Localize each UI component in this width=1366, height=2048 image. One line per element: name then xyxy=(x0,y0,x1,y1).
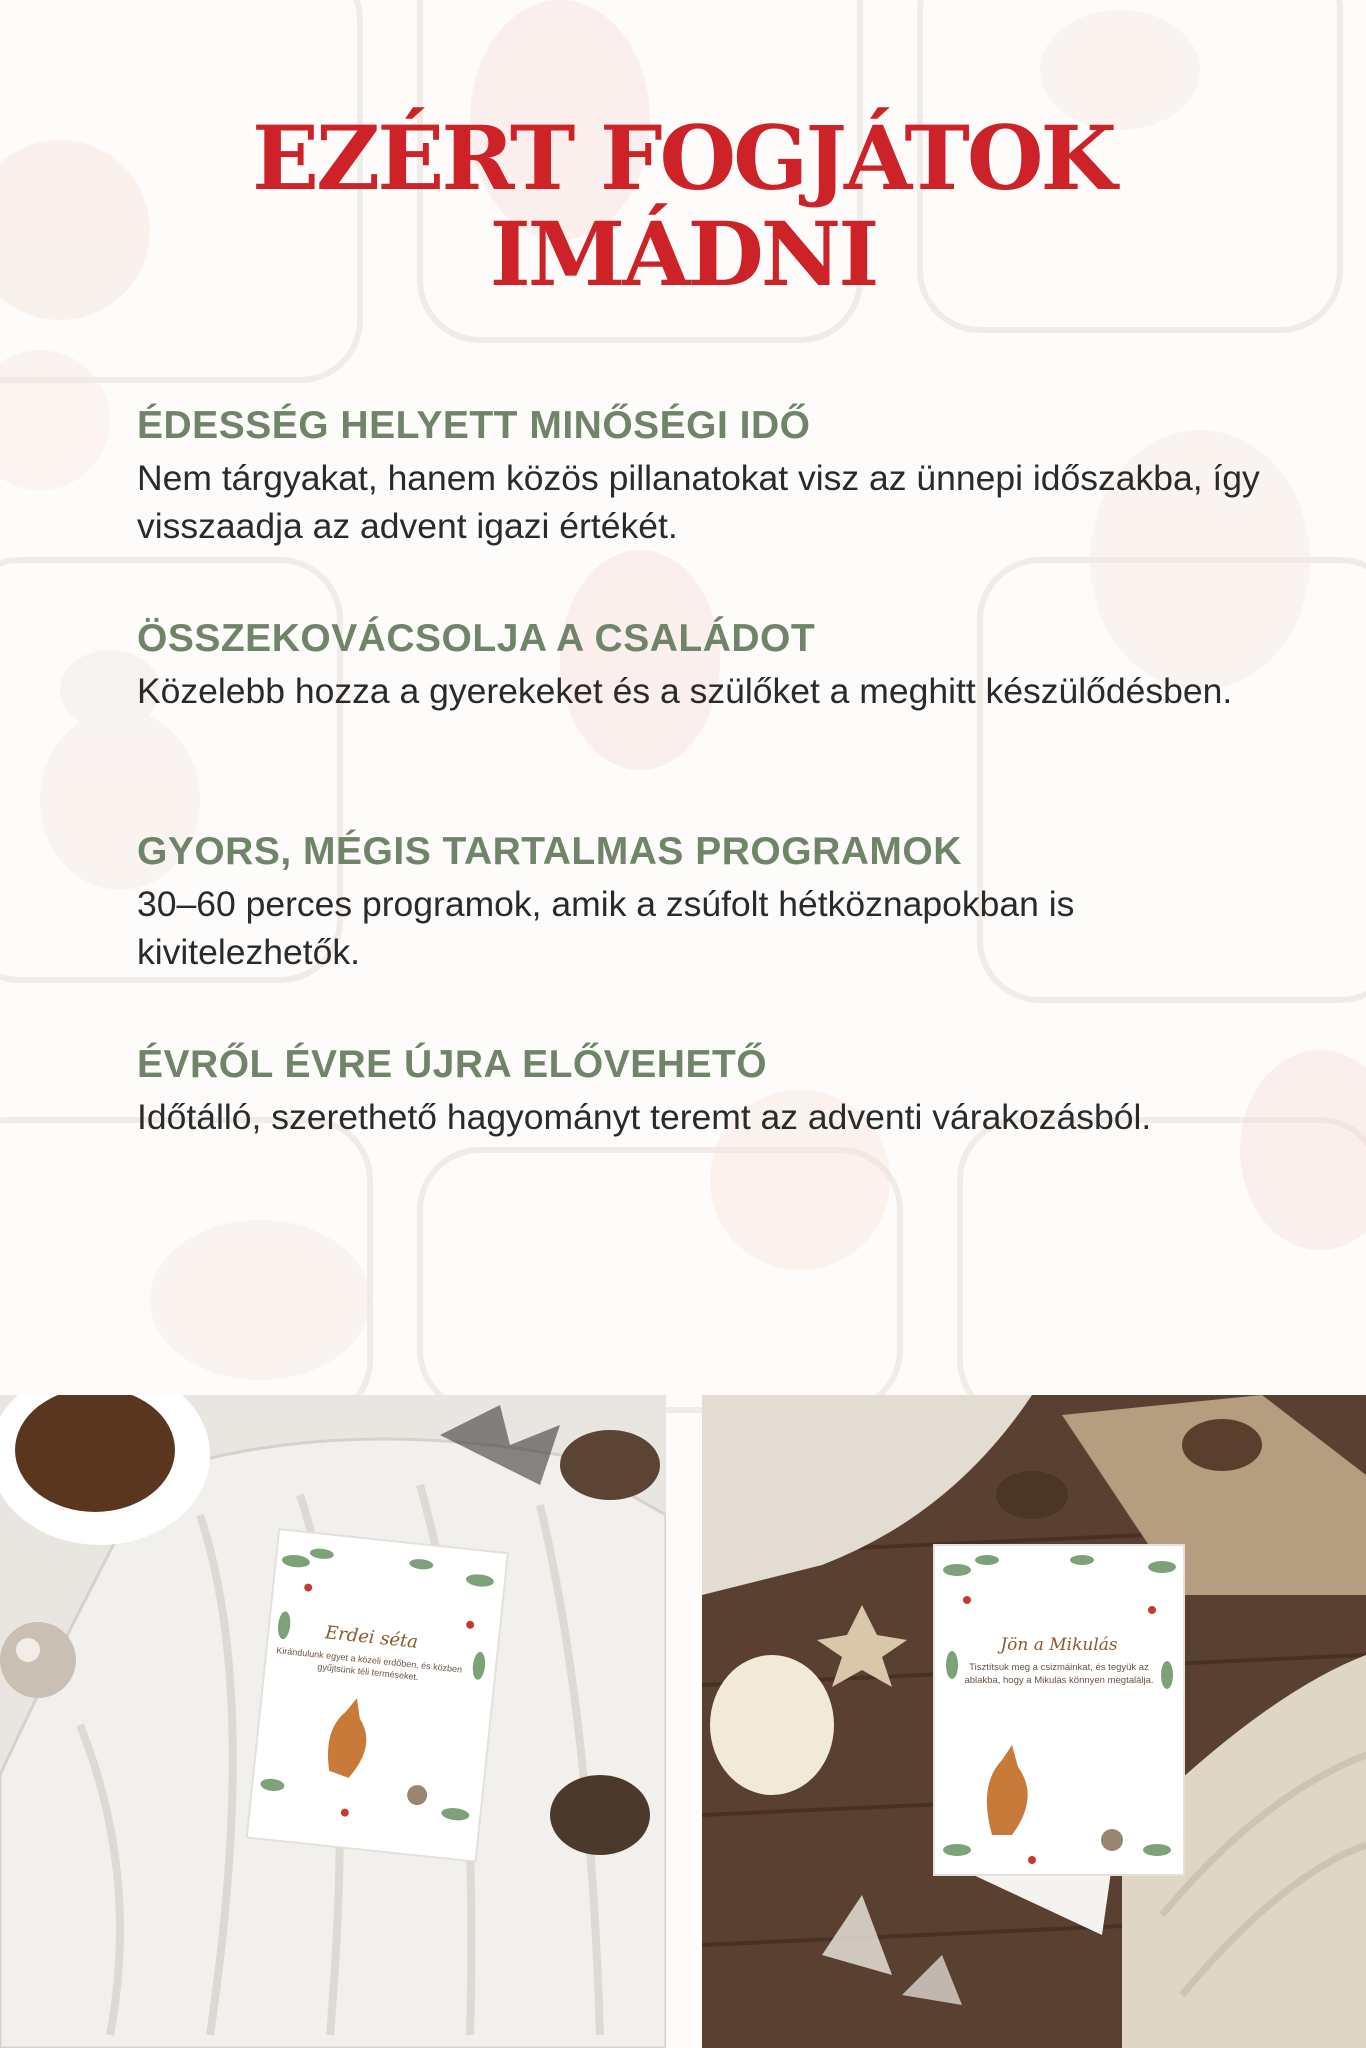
card-title: Jön a Mikulás xyxy=(1000,1635,1118,1655)
feature-title: ÉVRŐL ÉVRE ÚJRA ELŐVEHETŐ xyxy=(137,1043,768,1086)
card-title: Erdei séta xyxy=(324,1622,420,1653)
page-title-line-1: EZÉRT FOGJÁTOK xyxy=(251,106,1115,210)
page-title-line-2: IMÁDNI xyxy=(489,202,877,306)
feature-text: Közelebb hozza a gyerekeket és a szülőket a meghitt készülődésben. xyxy=(137,671,1233,711)
feature-item xyxy=(137,824,1287,1037)
card-text: Kirándulunk egyet a közeli erdőben, és közben gyűjtsünk téli terméseket. xyxy=(275,1645,463,1683)
feature-title: ÉDESSÉG HELYETT MINŐSÉGI IDŐ xyxy=(137,404,811,447)
feature-text: Időtálló, szerethető hagyományt teremt az adventi várakozásból. xyxy=(137,1097,1152,1137)
feature-item xyxy=(137,611,1287,824)
card-text: Tisztítsuk meg a csizmáinkat, és tegyük az ablakba, hogy a Mikulás könnyen megtalálja. xyxy=(964,1662,1154,1686)
feature-list xyxy=(137,398,1287,1250)
feature-text: 30–60 perces programok, amik a zsúfolt hétköznapokban is kivitelezhetők. xyxy=(137,884,1075,972)
product-photo-right xyxy=(702,1395,1366,2048)
feature-item xyxy=(137,398,1287,611)
feature-title: GYORS, MÉGIS TARTALMAS PROGRAMOK xyxy=(137,830,962,873)
page-title xyxy=(0,106,1366,306)
feature-text: Nem tárgyakat, hanem közös pillanatokat visz az ünnepi időszakba, így visszaadja az advent igazi értékét. xyxy=(137,458,1260,546)
activity-card xyxy=(954,1635,1164,1687)
product-photo-left xyxy=(0,1395,666,2048)
feature-title: ÖSSZEKOVÁCSOLJA A CSALÁDOT xyxy=(137,617,816,660)
feature-item xyxy=(137,1037,1287,1250)
